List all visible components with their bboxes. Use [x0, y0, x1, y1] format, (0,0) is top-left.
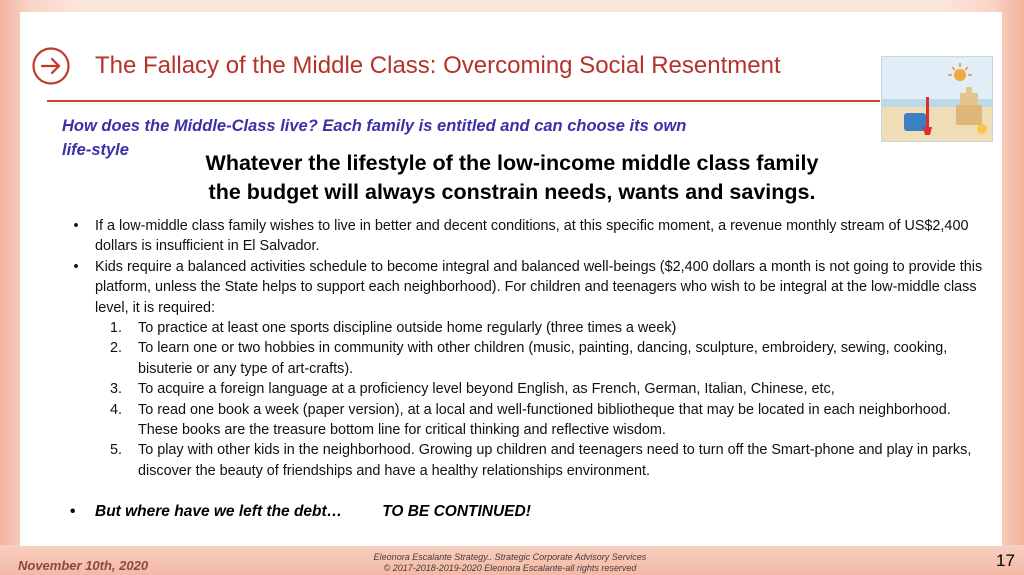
- body-content: [70, 216, 990, 481]
- subtitle-line-1: How does the Middle-Class live? Each family is entitled and can choose its own: [62, 117, 687, 135]
- footer-credit: [360, 552, 660, 574]
- headline-line-1: Whatever the lifestyle of the low-income middle class family: [205, 151, 819, 175]
- page-number: 17: [996, 551, 1015, 570]
- item-number: 4.: [110, 401, 123, 418]
- bullet-icon: •: [73, 258, 79, 275]
- item-text: To acquire a foreign language at a proficiency level beyond English, as French, German, Italian, Chinese, etc,: [138, 381, 835, 398]
- headline-statement: [162, 149, 862, 207]
- item-number: 1.: [110, 320, 123, 337]
- beach-illustration-thumbnail: [881, 56, 993, 142]
- closing-line: [70, 503, 870, 521]
- numbered-item: [70, 379, 990, 399]
- sandcastle-image: [882, 57, 992, 141]
- item-text: To read one book a week (paper version), at a local and well-functioned bibliotheque that may be located in each neighborhood. These books are the treasure bottom line for critical thinking and reflective wisdom.: [138, 401, 951, 439]
- numbered-item: [70, 440, 990, 481]
- item-number: 3.: [110, 381, 123, 398]
- headline-line-2: the budget will always constrain needs, wants and savings.: [208, 180, 816, 204]
- item-text: To play with other kids in the neighborhood. Growing up children and teenagers need to turn off the Smart-phone and play in parks, discover the beauty of friendships and have a healthy relationships environment.: [138, 442, 972, 479]
- item-number: 5.: [110, 442, 123, 459]
- item-number: 2.: [110, 340, 123, 357]
- bullet-text: Kids require a balanced activities schedule to become integral and balanced well-beings ($2,400 dollars a month is not going to provide this platform, unless the State helps to support each neighborhood). For children and teenagers who wish to be integral at the low-middle class level, it is required:: [95, 258, 983, 316]
- bullet-text: If a low-middle class family wishes to live in better and decent conditions, at this specific moment, a revenue monthly stream of US$2,400 dollars is insufficient in El Salvador.: [95, 218, 969, 255]
- closing-question: But where have we left the debt…: [95, 503, 343, 520]
- item-text: To practice at least one sports discipline outside home regularly (three times a week): [138, 320, 677, 337]
- item-text: To learn one or two hobbies in community with other children (music, painting, dancing, sculpture, embroidery, sewing, cooking, bisuterie or any type of art-crafts).: [138, 340, 948, 377]
- bullet-icon: •: [70, 503, 76, 520]
- bullet-icon: •: [73, 218, 79, 234]
- footer-date: November 10th, 2020: [18, 558, 149, 573]
- title-divider: [47, 100, 880, 102]
- bullet-point: [70, 257, 990, 318]
- numbered-item: [70, 400, 990, 441]
- arrow-circle-icon: [31, 46, 71, 86]
- to-be-continued-label: TO BE CONTINUED!: [382, 503, 531, 520]
- subtitle-line-2: life-style: [62, 141, 129, 159]
- page-title: The Fallacy of the Middle Class: Overcoming Social Resentment: [95, 52, 781, 79]
- numbered-item: [70, 318, 990, 338]
- numbered-item: [70, 338, 990, 379]
- bullet-point: [70, 216, 990, 257]
- credit-line-1: Eleonora Escalante Strategy.. Strategic Corporate Advisory Services: [373, 552, 647, 562]
- credit-line-2: © 2017-2018-2019-2020 Eleonora Escalante-all rights reserved: [383, 563, 637, 573]
